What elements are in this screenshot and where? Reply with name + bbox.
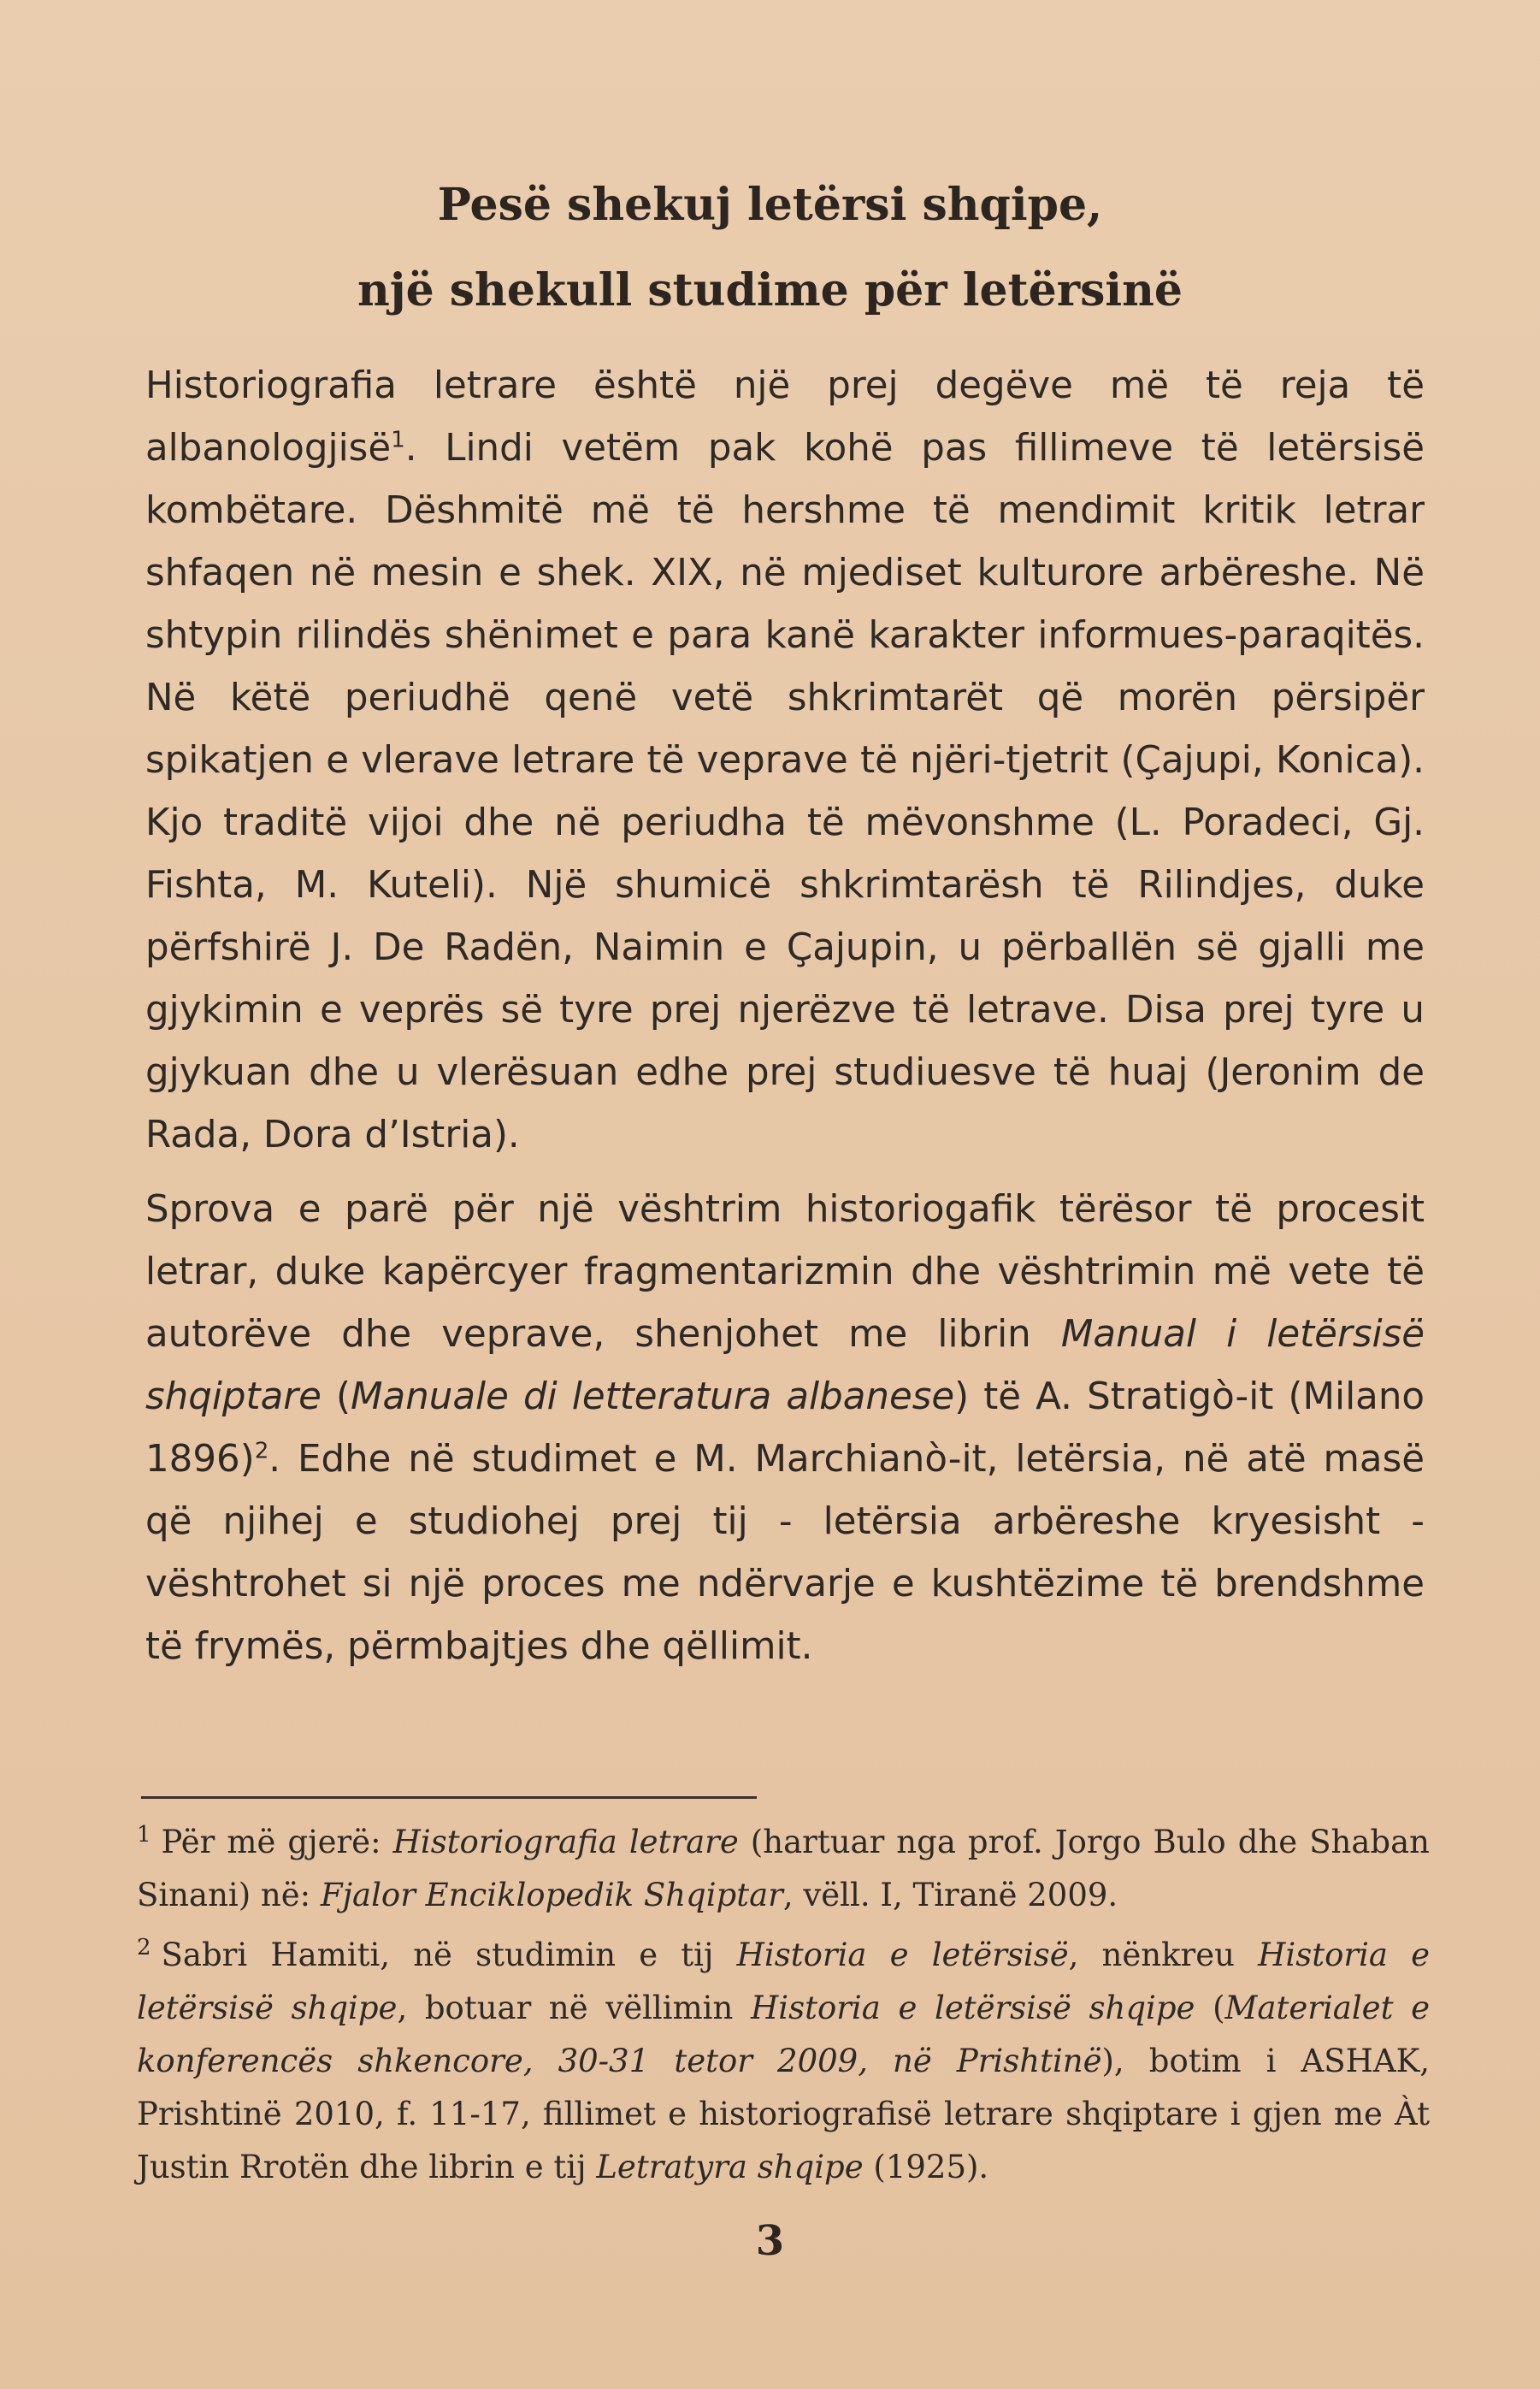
paragraph-2-text-a: Sprova e parë për një vështrim historiogafik tërësor të procesit letrar, duke kapërcyer fragmentarizmin dhe vështrimin më vete të autorëve dhe veprave, shenjohet me librin [145,1188,1425,1356]
footnote-2-italic-1: Historia e letërsisë [736,1937,1069,1973]
footnote-1-italic-2: Fjalor Enciklopedik Shqiptar [320,1877,783,1913]
footnote-ref-2: 2 [254,1438,269,1464]
footnote-2-italic-4: Materialet e konferencës shkencore, 30-31 tetor 2009, në Prishtinë [137,1990,1430,2079]
paragraph-2-text-c: ) të A. Stratigò-it (Milano 1896) [145,1375,1425,1481]
footnote-2-italic-2: Historia e letërsisë shqipe [137,1937,1430,2026]
footnote-1-text-a: Për më gjerë: [161,1824,393,1860]
book-title-manuale: Manuale di letteratura albanese [351,1375,955,1418]
footnote-separator [141,1796,757,1799]
footnote-2-number: 2 [137,1934,151,1960]
footnote-2-text-b: , nënkreu [1068,1937,1259,1973]
book-title-manual: Manual i letërsisë shqiptare [145,1313,1425,1418]
footnotes [137,1816,1430,2201]
footnote-2-text-f: (1925). [863,2149,989,2185]
chapter-title [0,163,1540,334]
footnote-1-number: 1 [137,1821,151,1848]
paragraph-1 [145,355,1425,1167]
footnote-2-text-a: Sabri Hamiti, në studimin e tij [161,1937,737,1973]
footnote-1-text-b: (hartuar nga prof. Jorgo Bulo dhe Shaban Sinani) në: [137,1824,1431,1913]
footnote-2 [137,1929,1430,2194]
paragraph-1-text-b: . Lindi vetëm pak kohë pas fillimeve të letërsisë kombëtare. Dëshmitë më të hershme të mendimit kritik letrar shfaqen në mesin e shek. XIX, në mjediset kulturore arbëreshe. Në shtypin rilindës shënimet e para kanë karakter informues-paraqitës. Në këtë periudhë qenë vetë shkrimtarët që morën përsipër spikatjen e vlerave letrare të veprave të njëri-tjetrit (Çajupi, Konica). Kjo traditë vijoi dhe në periudha të mëvonshme (L. Poradeci, Gj. Fishta, M. Kuteli). Një shumicë shkrimtarësh të Rilindjes, duke përfshirë J. De Radën, Naimin e Çajupin, u përballën së gjalli me gjykimin e veprës së tyre prej njerëzve të letrave. Disa prej tyre u gjykuan dhe u vlerësuan edhe prej studiuesve të huaj (Jeronim de Rada, Dora d’Istria). [145,427,1425,1156]
footnote-1-italic-1: Historiografia letrare [392,1824,739,1860]
chapter-title-line-2: një shekull studime për letërsinë [357,264,1183,316]
paragraph-1-text-a: Historiografia letrare është një prej degëve më të reja të albanologjisë [145,364,1425,470]
body-text [145,355,1425,1687]
footnote-2-text-e: ), botim i ASHAK, Prishtinë 2010, f. 11-17, fillimet e historiografisë letrare shqiptare i gjen me Àt Justin Rrotën dhe librin e tij [137,2043,1430,2185]
paragraph-2-text-d: . Edhe në studimet e M. Marchianò-it, letërsia, në atë masë që njihej e studiohej prej tij - letërsia arbëreshe kryesisht - vështrohet si një proces me ndërvarje e kushtëzime të brendshme të frymës, përmbajtjes dhe qëllimit. [145,1438,1425,1668]
footnote-2-text-c: , botuar në vëllimin [397,1990,751,2026]
footnote-1-text-c: , vëll. I, Tiranë 2009. [782,1877,1118,1913]
footnote-2-text-d: ( [1195,1990,1225,2026]
page-number: 3 [755,2217,785,2265]
footnote-2-italic-5: Letratyra shqipe [596,2149,864,2185]
paragraph-2-text-b: ( [321,1375,351,1418]
chapter-title-line-1: Pesë shekuj letërsi shqipe, [437,179,1103,231]
footnote-1 [137,1816,1430,1922]
paragraph-2 [145,1179,1425,1678]
footnote-ref-1: 1 [391,427,405,453]
footnote-2-italic-3: Historia e letërsisë shqipe [750,1990,1195,2026]
